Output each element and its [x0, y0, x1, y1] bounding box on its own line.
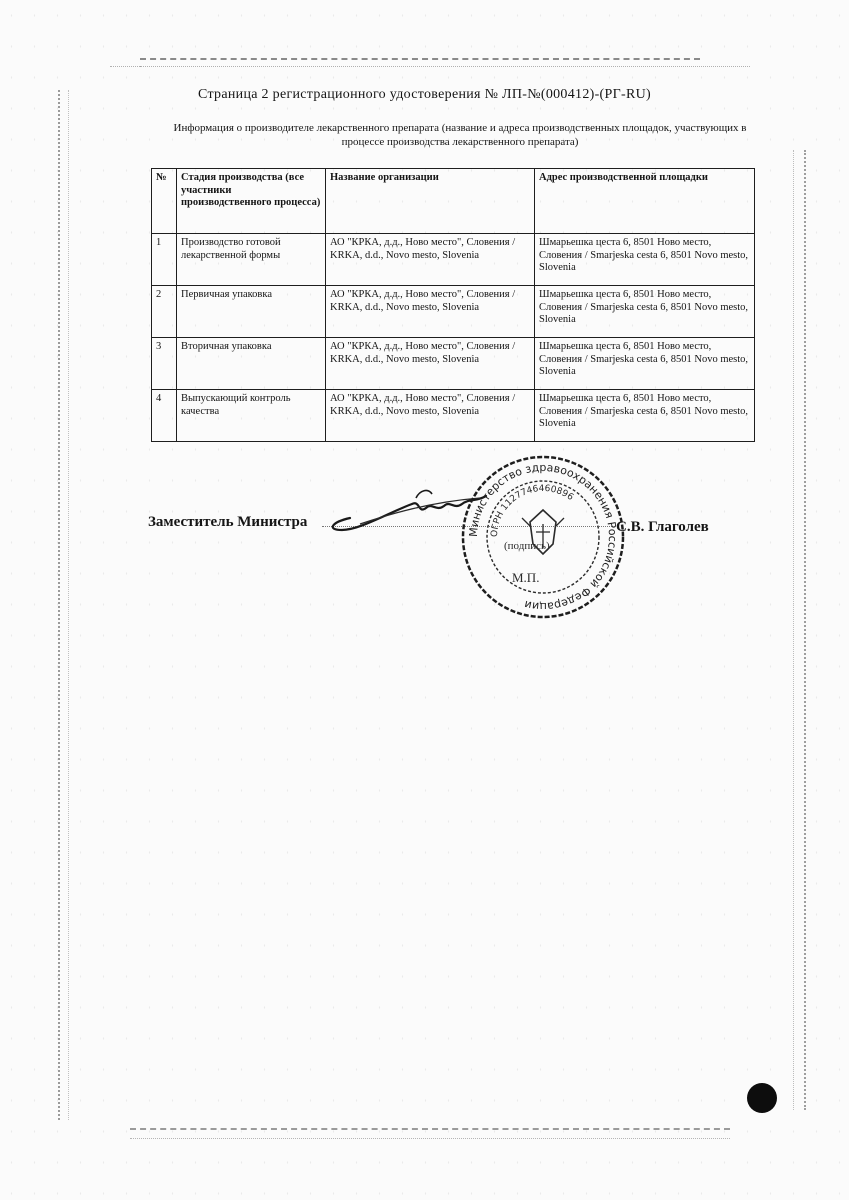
page-subtitle: Информация о производителе лекарственного препарата (название и адреса производственных площадок, участвующих в процессе производства лекарственного препарата)	[173, 122, 747, 148]
header-address: Адрес производственной площадки	[535, 169, 755, 234]
cell-address: Шмарьешка цеста 6, 8501 Ново место, Словения / Smarjeska cesta 6, 8501 Novo mesto, Slovenia	[535, 286, 755, 338]
scan-edge-left	[58, 90, 69, 1120]
cell-no: 3	[152, 338, 177, 390]
seal-ring-text: Министерство здравоохранения Российской Федерации	[466, 460, 620, 614]
svg-text:ОГРН 1127746460896	[490, 484, 575, 537]
cell-stage: Производство готовой лекарственной формы	[177, 234, 326, 286]
signatory-position: Заместитель Министра	[148, 514, 308, 530]
table-header-row	[152, 169, 755, 234]
official-seal	[458, 452, 628, 622]
page-title: Страница 2 регистрационного удостоверения № ЛП-№(000412)-(РГ-RU)	[198, 87, 651, 102]
cell-address: Шмарьешка цеста 6, 8501 Ново место, Словения / Smarjeska cesta 6, 8501 Novo mesto, Slovenia	[535, 390, 755, 442]
cell-stage: Вторичная упаковка	[177, 338, 326, 390]
punch-hole	[747, 1083, 777, 1113]
table-row	[152, 286, 755, 338]
cell-address: Шмарьешка цеста 6, 8501 Ново место, Словения / Smarjeska cesta 6, 8501 Novo mesto, Slovenia	[535, 338, 755, 390]
header-no: №	[152, 169, 177, 234]
cell-no: 1	[152, 234, 177, 286]
seal-ogrn-text: ОГРН 1127746460896	[489, 483, 575, 538]
table-row	[152, 390, 755, 442]
signatory-name: С.В. Глаголев	[616, 519, 709, 535]
cell-org: АО "КРКА, д.д., Ново место", Словения / KRKA, d.d., Novo mesto, Slovenia	[326, 338, 535, 390]
producers-table	[151, 168, 755, 442]
header-org: Название организации	[326, 169, 535, 234]
scan-edge-bottom	[130, 1128, 730, 1139]
signature-caption: (подпись)	[504, 540, 550, 552]
header-stage: Стадия производства (все участники производственного процесса)	[177, 169, 326, 234]
scan-edge-top-inner	[110, 66, 750, 71]
table-row	[152, 338, 755, 390]
cell-no: 2	[152, 286, 177, 338]
cell-org: АО "КРКА, д.д., Ново место", Словения / KRKA, d.d., Novo mesto, Slovenia	[326, 234, 535, 286]
cell-org: АО "КРКА, д.д., Ново место", Словения / KRKA, d.d., Novo mesto, Slovenia	[326, 286, 535, 338]
cell-address: Шмарьешка цеста 6, 8501 Ново место, Словения / Smarjeska cesta 6, 8501 Novo mesto, Slovenia	[535, 234, 755, 286]
table-row	[152, 234, 755, 286]
cell-no: 4	[152, 390, 177, 442]
cell-stage: Выпускающий контроль качества	[177, 390, 326, 442]
cell-org: АО "КРКА, д.д., Ново место", Словения / KRKA, d.d., Novo mesto, Slovenia	[326, 390, 535, 442]
seal-mark: М.П.	[512, 570, 540, 585]
cell-stage: Первичная упаковка	[177, 286, 326, 338]
scan-edge-right	[793, 150, 806, 1110]
